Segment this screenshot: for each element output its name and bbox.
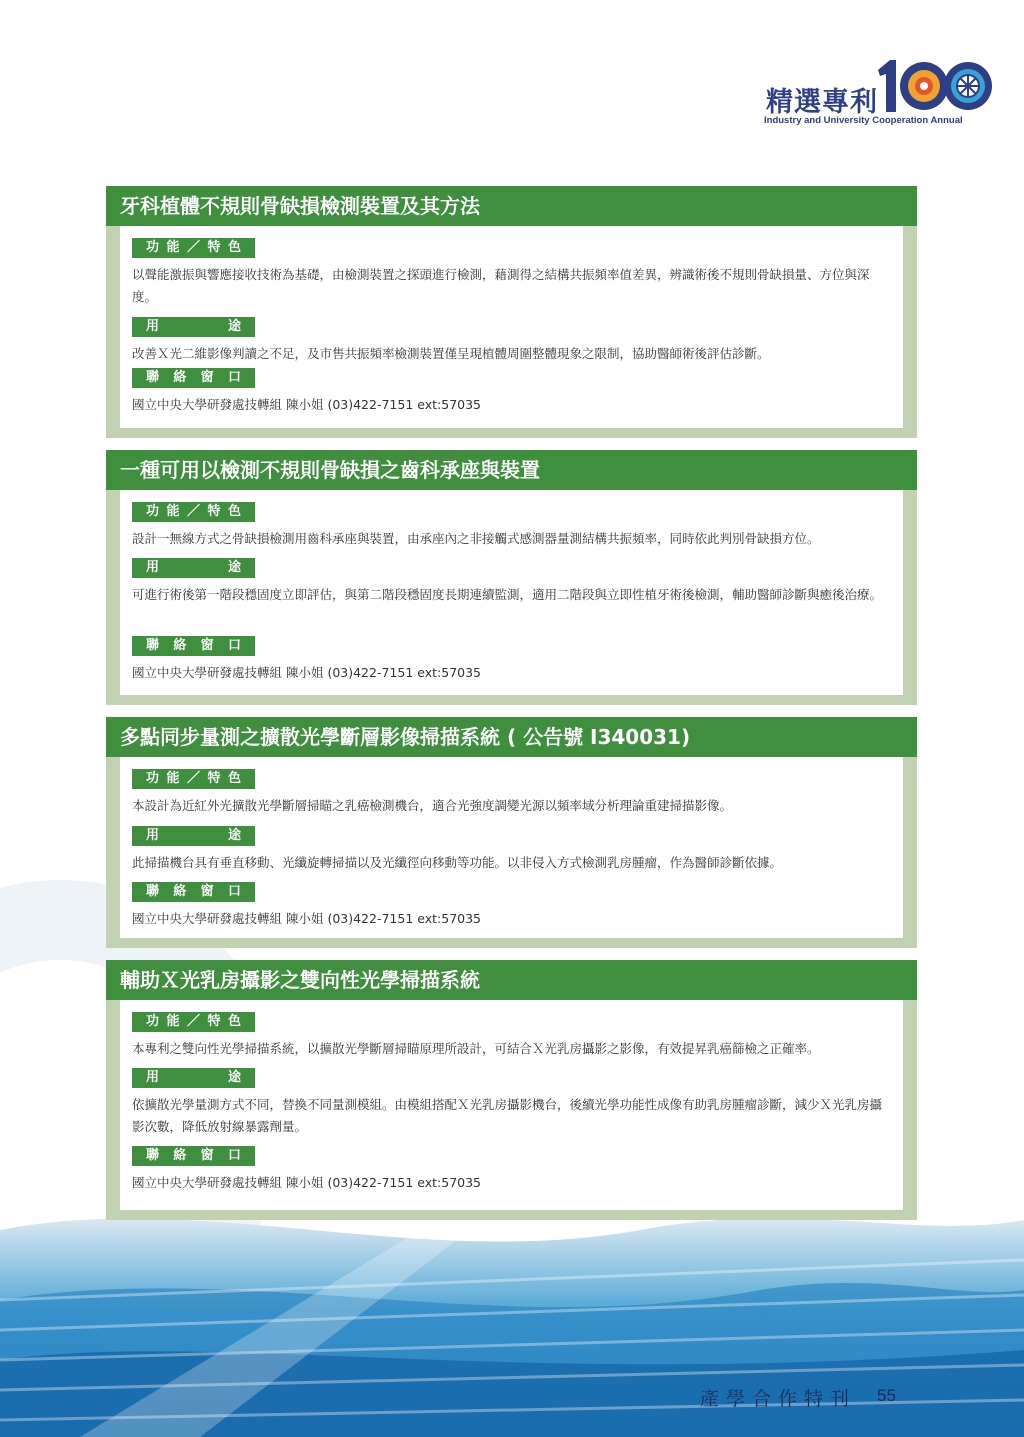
- patent-title: 一種可用以檢測不規則骨缺損之齒科承座與裝置: [106, 450, 917, 490]
- patent-card-2: [106, 450, 917, 705]
- publication-name: 產學合作特刊: [700, 1388, 857, 1410]
- patent-body: [120, 490, 903, 695]
- contact-label: 聯絡窗口: [132, 1146, 255, 1166]
- use-section: [132, 558, 891, 606]
- use-section: [132, 826, 891, 874]
- feature-section: [132, 502, 891, 550]
- wheel-icon: [944, 62, 992, 110]
- feature-section: [132, 238, 891, 308]
- use-label: 用途: [132, 826, 255, 846]
- patent-body: [120, 1000, 903, 1210]
- feature-label: 功能／特色: [132, 1012, 255, 1032]
- page-number: 55: [877, 1386, 896, 1405]
- contact-label: 聯絡窗口: [132, 882, 255, 902]
- use-text: 此掃描機台具有垂直移動、光纖旋轉掃描以及光纖徑向移動等功能。以非侵入方式檢測乳房腫瘤，作為醫師診斷依據。: [132, 855, 783, 870]
- use-text: 改善Ｘ光二維影像判讀之不足，及市售共振頻率檢測裝置僅呈現植體周圍整體現象之限制，協助醫師術後評估診斷。: [132, 346, 770, 361]
- use-label: 用途: [132, 1068, 255, 1088]
- contact-text: 國立中央大學研發處技轉組 陳小姐 (03)422-7151 ext:57035: [132, 1175, 482, 1190]
- feature-text: 設計一無線方式之骨缺損檢測用齒科承座與裝置，由承座內之非接觸式感測器量測結構共振頻率，同時依此判別骨缺損方位。: [132, 531, 820, 546]
- patent-body: [120, 757, 903, 938]
- patent-card-4: [106, 960, 917, 1220]
- patent-body: [120, 226, 903, 428]
- contact-text: 國立中央大學研發處技轉組 陳小姐 (03)422-7151 ext:57035: [132, 911, 482, 926]
- use-section: [132, 317, 891, 365]
- feature-section: [132, 769, 891, 817]
- contact-section: [132, 1146, 891, 1194]
- contact-label: 聯絡窗口: [132, 636, 255, 656]
- use-label: 用途: [132, 317, 255, 337]
- contact-section: [132, 636, 891, 684]
- patent-title: 輔助Ｘ光乳房攝影之雙向性光學掃描系統: [106, 960, 917, 1000]
- contact-text: 國立中央大學研發處技轉組 陳小姐 (03)422-7151 ext:57035: [132, 397, 482, 412]
- patent-title: 多點同步量測之擴散光學斷層影像掃描系統 ( 公告號 I340031): [106, 717, 917, 757]
- feature-label: 功能／特色: [132, 769, 255, 789]
- contact-label: 聯絡窗口: [132, 368, 255, 388]
- patent-card-3: [106, 717, 917, 948]
- feature-text: 以聲能激振與響應接收技術為基礎，由檢測裝置之探頭進行檢測，藉測得之結構共振頻率值差異，辨識術後不規則骨缺損量、方位與深度。: [132, 267, 870, 304]
- logo-subtitle: Industry and University Cooperation Annual: [764, 115, 963, 126]
- gear-icon: [900, 62, 948, 110]
- use-label: 用途: [132, 558, 255, 578]
- use-section: [132, 1068, 891, 1138]
- contact-section: [132, 882, 891, 930]
- feature-text: 本設計為近紅外光擴散光學斷層掃瞄之乳癌檢測機台，適合光強度調變光源以頻率域分析理論重建掃描影像。: [132, 798, 733, 813]
- patent-title: 牙科植體不規則骨缺損檢測裝置及其方法: [106, 186, 917, 226]
- use-text: 可進行術後第一階段穩固度立即評估，與第二階段穩固度長期連續監測，適用二階段與立即性植牙術後檢測，輔助醫師診斷與癒後治療。: [132, 587, 883, 602]
- use-text: 依擴散光學量測方式不同，替換不同量測模組。由模組搭配Ｘ光乳房攝影機台，後續光學功能性成像有助乳房腫瘤診斷，減少Ｘ光乳房攝影次數，降低放射線暴露劑量。: [132, 1097, 883, 1134]
- feature-label: 功能／特色: [132, 502, 255, 522]
- patent-card-1: [106, 186, 917, 438]
- contact-text: 國立中央大學研發處技轉組 陳小姐 (03)422-7151 ext:57035: [132, 665, 482, 680]
- contact-section: [132, 368, 891, 416]
- logo-100-emblem: [874, 56, 996, 114]
- logo-digit-1: [878, 60, 896, 112]
- feature-section: [132, 1012, 891, 1060]
- logo-title: 精選專利: [766, 87, 878, 118]
- feature-label: 功能／特色: [132, 238, 255, 258]
- feature-text: 本專利之雙向性光學掃描系統，以擴散光學斷層掃瞄原理所設計，可結合Ｘ光乳房攝影之影像，有效提昇乳癌篩檢之正確率。: [132, 1041, 820, 1056]
- header-logo: [760, 56, 1000, 130]
